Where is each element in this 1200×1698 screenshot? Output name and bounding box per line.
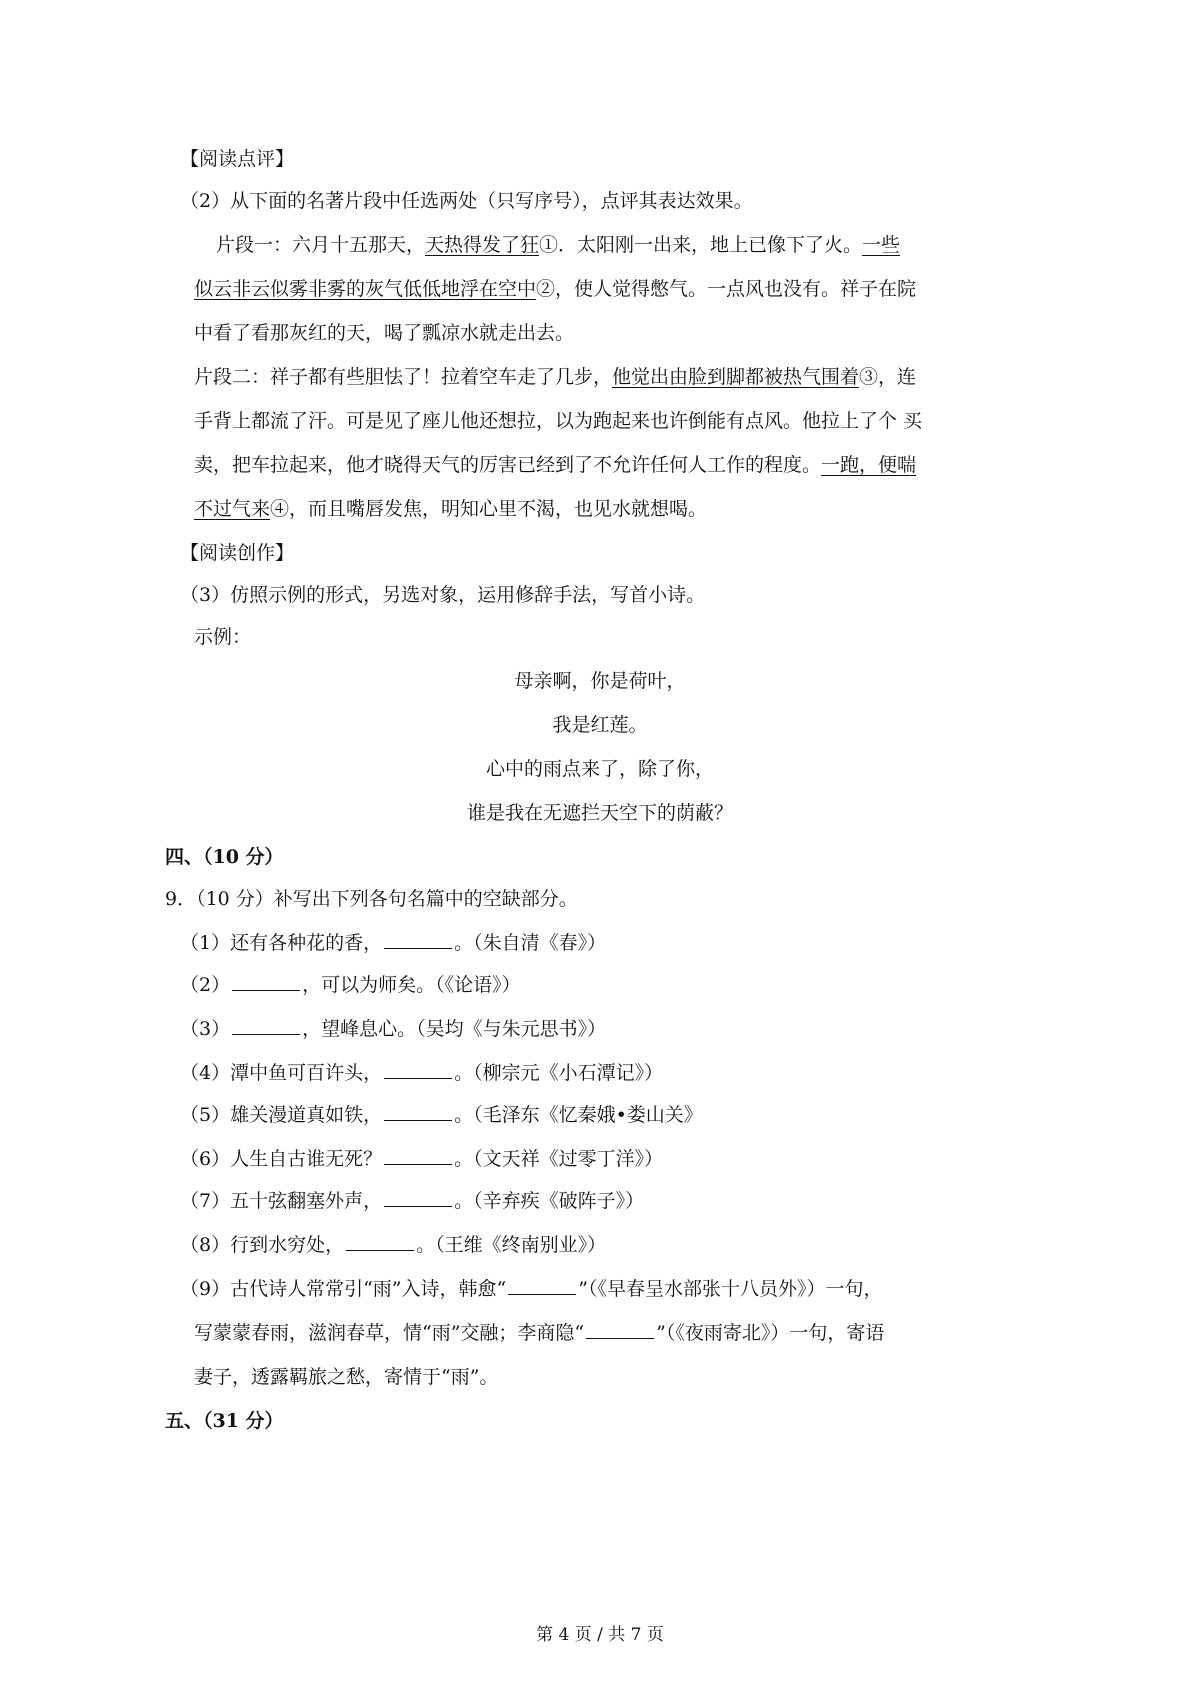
section-heading-read-create: 【阅读创作】	[180, 542, 295, 564]
poem-line-3: 心中的雨点来了，除了你，	[485, 758, 714, 780]
excerpt-2-line-3: 卖，把车拉起来，他才晓得天气的厉害已经到了不允许任何人工作的程度。一跑，便喘	[194, 454, 917, 476]
excerpt-2-underline-4a: 一跑，便喘	[821, 454, 917, 476]
fill-item-9-line-3: 妻子，透露羁旅之愁，寄情于“雨”。	[194, 1366, 499, 1388]
fill-item-2: （2） ，可以为师矣。（《论语》）	[180, 974, 521, 996]
answer-blank[interactable]	[384, 1188, 452, 1207]
question-3: （3）仿照示例的形式，另选对象，运用修辞手法，写首小诗。	[180, 584, 706, 606]
poem-line-4: 谁是我在无遮拦天空下的荫蔽？	[466, 802, 733, 824]
excerpt-2-underline-3: 他觉出由脸到脚都被热气围着	[612, 366, 860, 388]
fill-item-7: （7）五十弦翻塞外声， 。（辛弃疾《破阵子》）	[180, 1190, 645, 1212]
fill-item-1: （1）还有各种花的香， 。（朱自清《春》）	[180, 932, 607, 954]
fill-item-5: （5）雄关漫道真如铁， 。（毛泽东《忆秦娥•娄山关》	[180, 1104, 703, 1126]
answer-blank[interactable]	[384, 1102, 452, 1121]
excerpt-2-underline-4b: 不过气来	[194, 498, 271, 520]
excerpt-2-line-1: 片段二：祥子都有些胆怯了！拉着空车走了几步，他觉出由脸到脚都被热气围着③，连	[194, 366, 917, 388]
fill-item-6: （6）人生自古谁无死？ 。（文天祥《过零丁洋》）	[180, 1148, 664, 1170]
excerpt-1-underline-1: 天热得发了狂	[425, 234, 540, 256]
excerpt-2-line-4: 不过气来④，而且嘴唇发焦，明知心里不渴，也见水就想喝。	[194, 498, 708, 520]
answer-blank[interactable]	[384, 1146, 452, 1165]
answer-blank[interactable]	[232, 972, 300, 991]
example-label: 示例：	[194, 626, 252, 648]
answer-blank[interactable]	[384, 1060, 452, 1079]
excerpt-1-line-2: 似云非云似雾非雾的灰气低低地浮在空中②，使人觉得憋气。一点风也没有。祥子在院	[194, 278, 917, 300]
excerpt-2-line-2: 手背上都流了汗。可是见了座儿他还想拉，以为跑起来也许倒能有点风。他拉上了个 买	[194, 410, 923, 432]
question-9: 9．（10 分）补写出下列各句名篇中的空缺部分。	[165, 888, 578, 910]
excerpt-1-line-3: 中看了看那灰红的天，喝了瓢凉水就走出去。	[194, 322, 575, 344]
question-2: （2）从下面的名著片段中任选两处（只写序号），点评其表达效果。	[180, 190, 753, 212]
fill-item-3: （3） ，望峰息心。（吴均《与朱元思书》）	[180, 1018, 607, 1040]
excerpt-1-line-1: 片段一：六月十五那天，天热得发了狂①．太阳刚一出来，地上已像下了火。一些	[216, 234, 901, 256]
part-4-title: 四、（10 分）	[165, 846, 284, 868]
answer-blank[interactable]	[508, 1276, 576, 1295]
answer-blank[interactable]	[232, 1016, 300, 1035]
poem-line-2: 我是红莲。	[552, 714, 648, 736]
fill-item-9-line-2: 写蒙蒙春雨，滋润春草，情“雨”交融；李商隐“ ”（《夜雨寄北》）一句，寄语	[194, 1322, 885, 1344]
fill-item-4: （4）潭中鱼可百许头， 。（柳宗元《小石潭记》）	[180, 1062, 664, 1084]
excerpt-1-underline-2b: 似云非云似雾非雾的灰气低低地浮在空中	[194, 278, 537, 300]
poem-line-1: 母亲啊，你是荷叶，	[514, 670, 686, 692]
answer-blank[interactable]	[346, 1232, 414, 1251]
part-5-title: 五、（31 分）	[165, 1410, 284, 1432]
answer-blank[interactable]	[384, 930, 452, 949]
page-footer: 第 4 页 / 共 7 页	[536, 1625, 664, 1645]
section-heading-read-comment: 【阅读点评】	[180, 148, 295, 170]
fill-item-8: （8）行到水穷处， 。（王维《终南别业》）	[180, 1234, 607, 1256]
answer-blank[interactable]	[586, 1320, 654, 1339]
excerpt-1-underline-2a: 一些	[862, 234, 901, 256]
fill-item-9-line-1: （9）古代诗人常常引“雨”入诗，韩愈“ ”（《早春呈水部张十八员外》）一句，	[180, 1278, 883, 1300]
